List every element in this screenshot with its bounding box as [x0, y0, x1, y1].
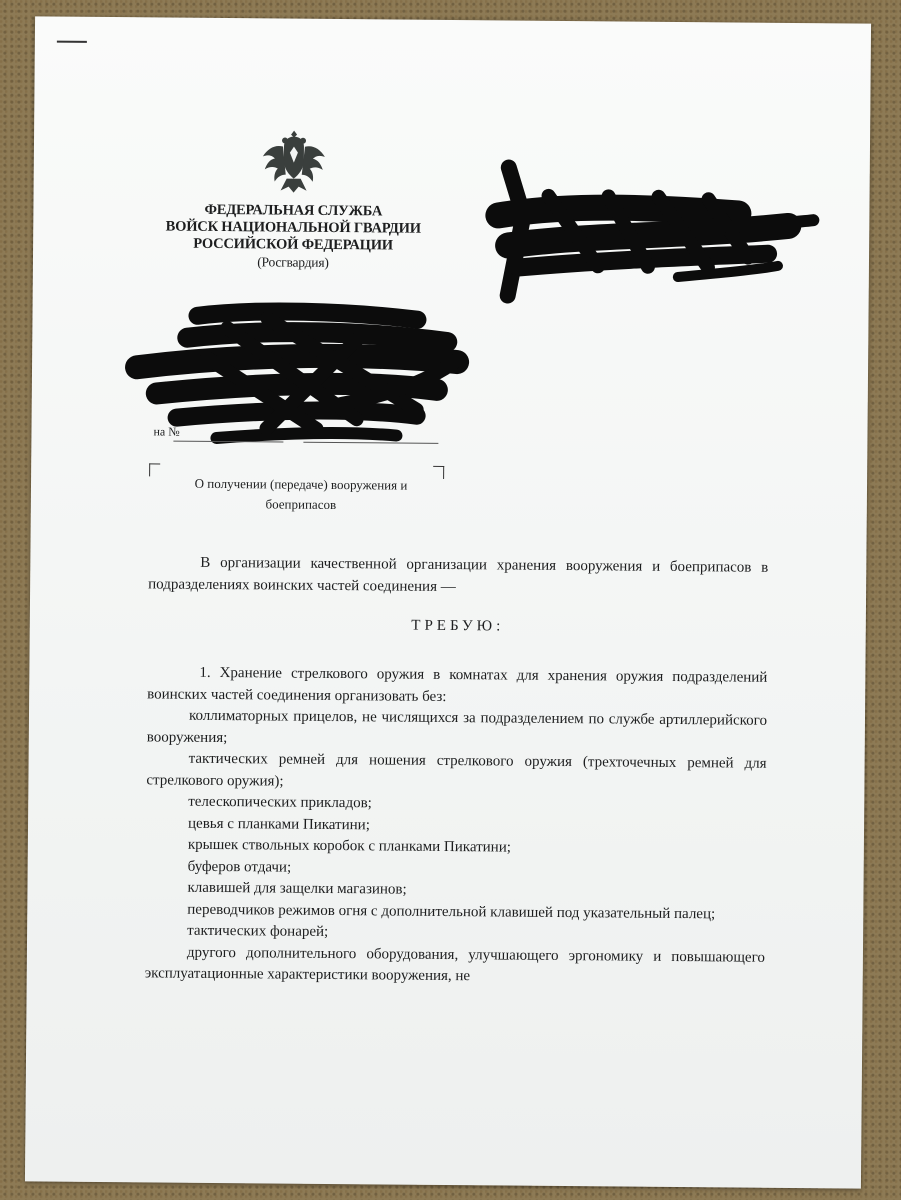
list-item: крышек ствольных коробок с планками Пикатини;: [187, 836, 512, 856]
list-item: телескопических прикладов;: [188, 793, 372, 812]
list-item: цевья с планками Пикатини;: [187, 815, 370, 833]
list-item: коллиматорных прицелов, не числящихся за подразделением по службе артиллерийского вооружения;: [146, 707, 768, 746]
list-item: тактических ремней для ношения стрелкового оружия (трехточечных ремней для стрелкового оружия);: [146, 750, 767, 790]
subject: [151, 473, 451, 516]
agency-line2: ВОЙСК НАЦИОНАЛЬНОЙ ГВАРДИИ: [165, 218, 421, 237]
list-item: переводчиков режимов огня с дополнительной клавишей под указательный палец;: [187, 901, 716, 922]
demand-heading: ТРЕБУЮ:: [411, 617, 505, 635]
subject-line1: О получении (передаче) вооружения и: [194, 475, 408, 493]
agency-line3: РОССИЙСКОЙ ФЕДЕРАЦИИ: [193, 235, 393, 254]
list-item: другого дополнительного оборудования, улучшающего эргономику и повышающего эксплуатационные характеристики вооружения, не: [144, 944, 765, 985]
list-item: тактических фонарей;: [187, 922, 329, 940]
item-1-paragraph: 1. Хранение стрелкового оружия в комнатах для хранения оружия подразделений воинских частей соединения организовать без:: [147, 664, 768, 705]
list-item: буферов отдачи;: [187, 858, 292, 876]
redaction-scribble-right: [478, 155, 824, 308]
agency-name: [143, 201, 444, 272]
corner-mark: [57, 41, 87, 43]
subject-line2: боеприпасов: [265, 496, 337, 513]
prohibited-items-list: [145, 705, 767, 990]
eagle-emblem-icon: [261, 124, 328, 197]
list-item: клавишей для защелки магазинов;: [187, 879, 407, 898]
agency-abbr: (Росгвардия): [257, 254, 329, 270]
reference-number-label: на №: [153, 424, 180, 439]
intro-paragraph: В организации качественной организации хранения вооружения и боеприпасов в подразделениях воинских частей соединения —: [148, 554, 769, 595]
agency-line1: ФЕДЕРАЛЬНАЯ СЛУЖБА: [204, 201, 383, 220]
document-page: [25, 16, 871, 1188]
